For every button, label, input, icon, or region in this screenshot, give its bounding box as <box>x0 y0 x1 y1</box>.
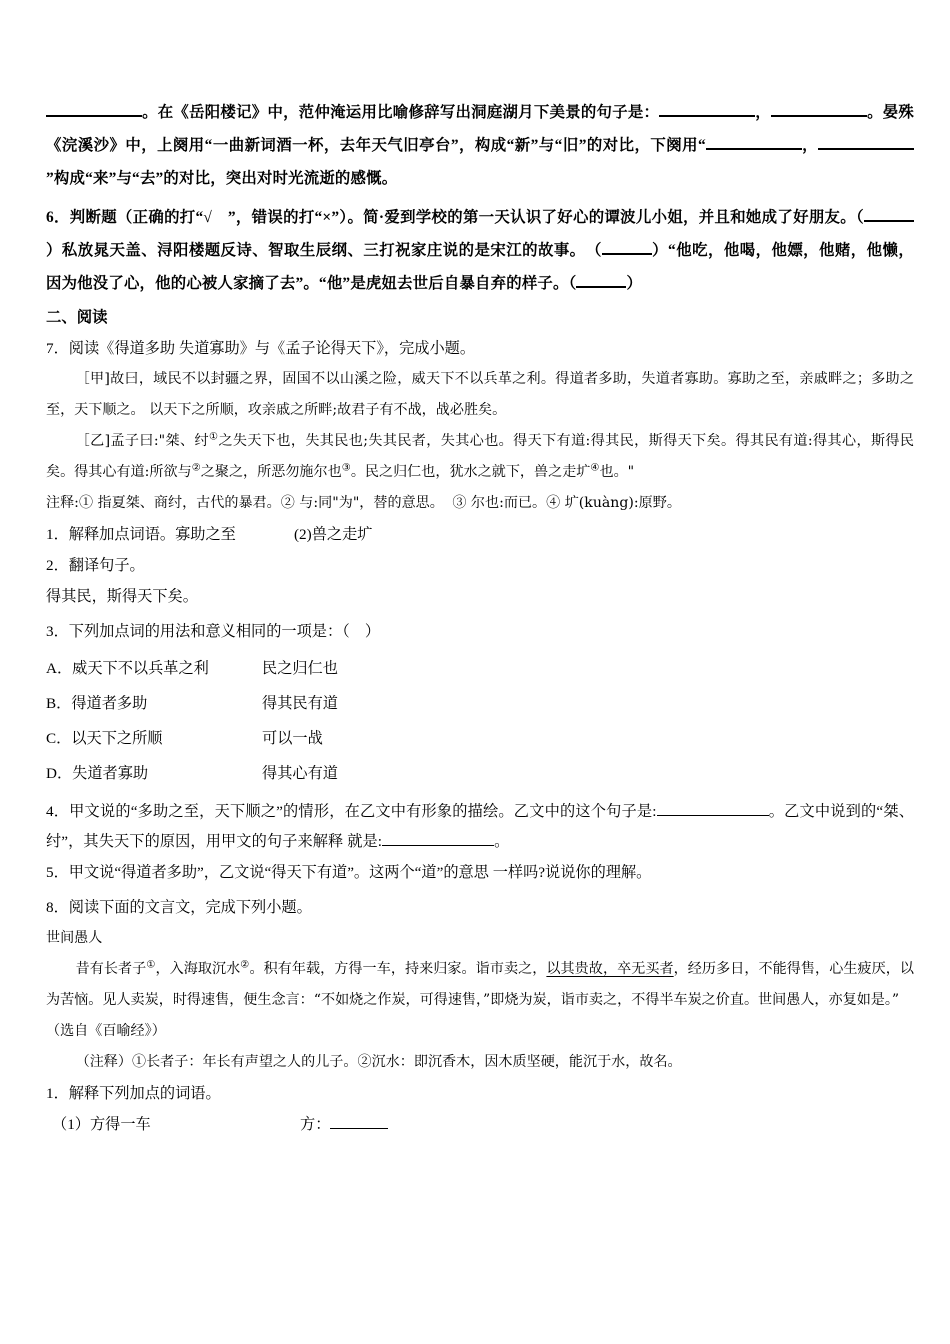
question-7-4-segment-3: 。 <box>494 833 510 850</box>
option-a-label: A． <box>46 660 73 677</box>
judgement-blank[interactable] <box>864 205 914 222</box>
question-7-1-col1: 1．解释加点词语。寡助之至 <box>46 526 236 543</box>
blank-field[interactable] <box>382 830 494 846</box>
passage-jia: ［甲]故曰，域民不以封疆之界，固国不以山溪之险，威天下不以兵革之利。得道者多助，失道者寡助。寡助之至，亲戚畔之；多助之至，天下顺之。 以天下之所顺，攻亲戚之所畔;故君子有不战，战必胜矣。 <box>46 371 914 418</box>
footnote-marker-3: ③ <box>341 462 351 474</box>
question-7-2: 2．翻译句子。 <box>46 557 145 574</box>
question-7-3-options <box>46 651 914 791</box>
passage-yi-part-4: 。民之归仁也，犹水之就下，兽之走圹 <box>350 464 591 480</box>
option-b-col2: 得其民有道 <box>262 695 338 712</box>
option-d-col1: 失道者寡助 <box>72 765 149 782</box>
question-7-4-segment-2: 。乙文中说到的“桀、纣”，其失天下的原因，用甲文的句子来解释 就是: <box>46 803 914 850</box>
passage-yi <box>46 426 914 488</box>
option-d-col2: 得其心有道 <box>262 765 338 782</box>
blank-field[interactable] <box>706 133 802 150</box>
passage-title-shijian-yuren: 世间愚人 <box>46 930 103 946</box>
question-7-2-sentence: 得其民，斯得天下矣。 <box>46 588 198 605</box>
footnote-marker-2: ② <box>240 959 250 971</box>
question-6-judgement <box>46 201 914 300</box>
option-a-col2: 民之归仁也 <box>262 660 338 677</box>
q5-segment-5: ”构成“来”与“去”的对比，突出对时光流逝的感慨。 <box>46 170 398 187</box>
q6-segment-4: ） <box>626 275 643 292</box>
notes-label: 注释: <box>46 495 79 511</box>
passage-source: （选自《百喻经》） <box>46 1023 166 1039</box>
q5-segment-3: 。晏殊《浣溪沙》中，上阕用“一曲新词酒一杯，去年天气旧亭台”，构成“新”与“旧”的对比，下阕用“ <box>46 104 914 154</box>
blank-field[interactable] <box>818 133 914 150</box>
option-c-col1: 以天下之所顺 <box>71 730 163 747</box>
footnote-marker-2: ② <box>191 462 201 474</box>
q6-segment-2: ）私放晁天盖、浔阳楼题反诗、智取生辰纲、三打祝家庄说的是宋江的故事。 （ <box>46 242 602 259</box>
footnote-marker-1: ① <box>208 431 219 443</box>
q8-passage-part-3: 。积有年载，方得一车，持来归家。诣市卖之， <box>249 961 547 977</box>
section-heading-reading: 二、阅读 <box>46 309 108 326</box>
question-8-1: 1．解释下列加点的词语。 <box>46 1085 221 1102</box>
q5-segment-4: ， <box>801 137 819 154</box>
footnote-marker-1: ① <box>146 959 156 971</box>
q8-passage-part-2: ，入海取沉水 <box>155 961 241 977</box>
blank-field[interactable] <box>330 1113 388 1129</box>
passage-yi-part-5: 也。" <box>599 464 635 480</box>
q5-segment-2: ， <box>755 104 771 121</box>
blank-field[interactable] <box>46 100 142 117</box>
q6-segment-3: ）“他吃，他喝，他嫖，他赌，他懒，因为他没了心，他的心被人家摘了去”。“他”是虎妞去世后自暴自弃的样子。（ <box>46 242 914 292</box>
blank-field[interactable] <box>657 800 769 816</box>
underlined-sentence: 以其贵故，卒无买者 <box>546 961 674 977</box>
footnote-marker-4: ④ <box>590 462 600 474</box>
question-7-1-col2: (2)兽之走圹 <box>294 526 373 543</box>
q5-segment-1: 。在《岳阳楼记》中，范仲淹运用比喻修辞写出洞庭湖月下美景的句子是： <box>142 104 660 121</box>
question-8-1-1-col2: 方： <box>300 1116 331 1133</box>
question-7-5: 5．甲文说“得道者多助”，乙文说“得天下有道”。这两个“道”的意思 一样吗?说说你的理解。 <box>46 864 652 881</box>
q8-passage-part-4: ，经历多日，不能得售，心生疲厌，以为苦恼。见人卖炭，时得速售，便生念言：“不如烧之作炭，可得速售，”即烧为炭，诣市卖之，不得半车炭之价直。世间愚人，亦复如是。” <box>46 961 914 1008</box>
judgement-blank[interactable] <box>576 271 626 288</box>
q6-segment-1: 6．判断题（正确的打“√ ”，错误的打“×”）。简·爱到学校的第一天认识了好心的谭波儿小姐，并且和她成了好朋友。（ <box>46 209 864 226</box>
note-item-1: ① 指夏桀、商纣，古代的暴君。 <box>78 495 281 511</box>
option-d[interactable] <box>46 756 914 791</box>
option-a-col1: 威天下不以兵革之利 <box>72 660 209 677</box>
note-item-4: ④ 圹(kuàng):原野。 <box>546 495 681 511</box>
note-item-3: ③ 尔也:而已。 <box>452 495 547 511</box>
notes-line <box>46 488 914 519</box>
option-d-label: D． <box>46 765 73 782</box>
passage-yi-part-3: 之聚之，所恶勿施尔也 <box>200 464 342 480</box>
question-8-prompt: 8．阅读下面的文言文，完成下列小题。 <box>46 899 312 916</box>
option-c-label: C． <box>46 730 72 747</box>
question-7-1 <box>46 519 914 550</box>
option-c-col2: 可以一战 <box>262 730 323 747</box>
question-7-4-segment-1: 4．甲文说的“多助之至，天下顺之”的情形，在乙文中有形象的描绘。乙文中的这个句子是: <box>46 803 657 820</box>
option-a[interactable] <box>46 651 914 686</box>
question-7-4 <box>46 797 914 857</box>
note-item-2: ② 与:同"为"，替的意思。 <box>280 495 444 511</box>
passage-yi-part-2: 之失天下也，失其民也;失其民者，失其心也。得天下有道:得其民，斯得天下矣。得其民有道:得其心，斯得民矣。得其心有道:所欲与 <box>46 433 914 480</box>
option-c[interactable] <box>46 721 914 756</box>
question-5-fill-in-blanks <box>46 96 914 195</box>
option-b[interactable] <box>46 686 914 721</box>
q8-passage-part-1: 昔有长者子 <box>75 961 147 977</box>
question-8-1-1 <box>46 1109 914 1140</box>
option-b-col1: 得道者多助 <box>71 695 148 712</box>
passage-shijian-yuren <box>46 954 914 1016</box>
question-8-1-1-col1: （1）方得一车 <box>52 1116 151 1133</box>
q8-notes: （注释）①长者子：年长有声望之人的儿子。②沉水：即沉香木，因木质坚硬，能沉于水，故名。 <box>75 1054 682 1070</box>
passage-yi-part-1: ［乙]孟子曰:"桀、纣 <box>75 433 209 449</box>
option-b-label: B． <box>46 695 72 712</box>
blank-field[interactable] <box>771 100 867 117</box>
blank-field[interactable] <box>659 100 755 117</box>
judgement-blank[interactable] <box>602 238 652 255</box>
question-7-prompt: 7．阅读《得道多助 失道寡助》与《孟子论得天下》，完成小题。 <box>46 340 476 357</box>
question-7-3: 3．下列加点词的用法和意义相同的一项是：（ ） <box>46 623 381 640</box>
